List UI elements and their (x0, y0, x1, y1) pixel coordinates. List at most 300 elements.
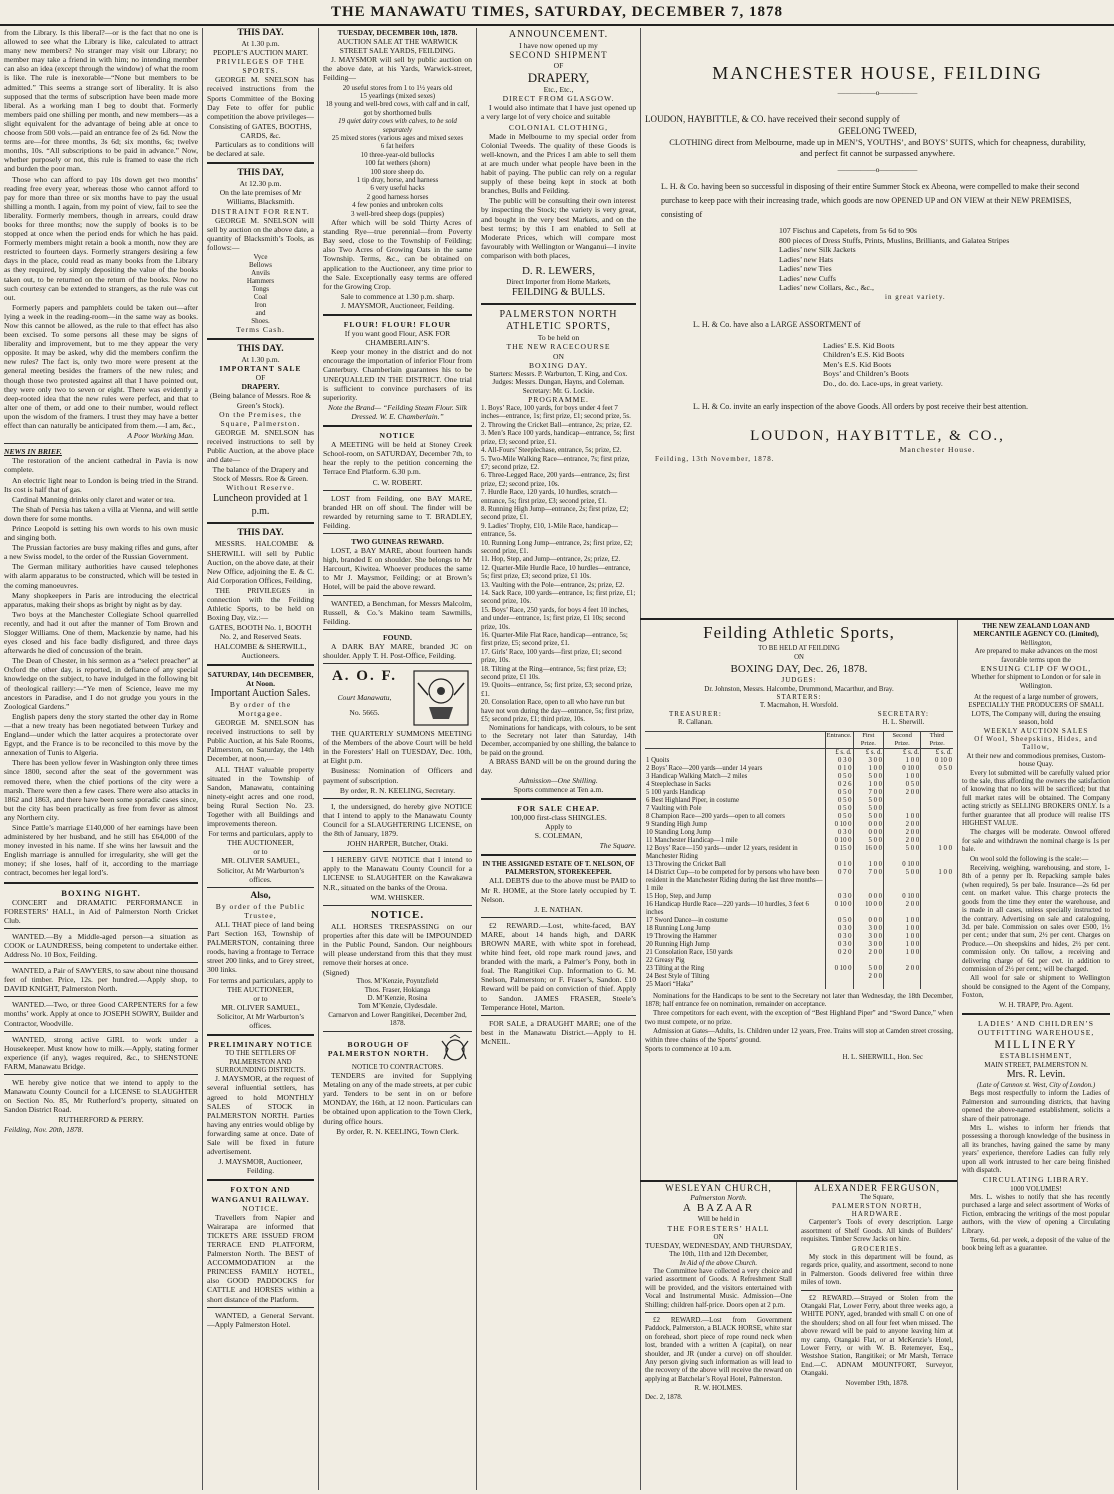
ad-signature: R. W. HOLMES. (694, 1384, 743, 1393)
ad-sub: 1000 VOLUMES! (1010, 1184, 1062, 1193)
table-cell (825, 973, 853, 981)
news-item: Many shopkeepers in Paris are introducing the electrical apparatus, making their shops as bright by night as by day. (4, 590, 198, 609)
ad-sub: TO THE SETTLERS OF PALMERSTON AND SURROUNDING DISTRICTS. (215, 1049, 306, 1074)
ad-heading: THIS DAY. (237, 528, 284, 539)
programme-item: 4. All-Fours’ Steeplechase, entrance, 5s; prize, £2. (481, 446, 622, 455)
news-heading: NEWS IN BRIEF. (4, 447, 62, 457)
starters-heading: STARTERS: (776, 693, 822, 701)
stock-item: 2 good harness horses (366, 192, 429, 201)
ad-signature: J. E. NATHAN. (534, 904, 583, 914)
ad-signature: W. H. TRAPP, Pro. Agent. (998, 1000, 1074, 1009)
table-cell: 7 Vaulting with Pole (646, 804, 702, 812)
table-cell: 20 Running High Jump (646, 940, 710, 948)
table-cell: 5 0 0 (884, 845, 921, 861)
ad-heading: FOXTON AND WANGANUI RAILWAY. (211, 1185, 310, 1204)
programme-item: 9. Ladies’ Trophy, £10, 1-Mile Race, handicap—entrance, 5s. (481, 521, 619, 539)
ad-text: Whether for shipment to London or for sale in Wellington. (971, 673, 1101, 690)
stock-item: 20 useful stores from 1 to 1½ years old (342, 83, 453, 92)
ad-text: The public will be consulting their own interest by inspecting the Stock; the variety is very great, and bought in the very best Markets, and on the best terms; by this I am enabled to Sell at Moderate Prices, which will compare most favourably with Wellington or Wanganui—I invite comparison with both places, (481, 196, 636, 260)
table-row (645, 845, 953, 861)
feilding-sports-ad (641, 622, 957, 1062)
ad-title: HARDWARE. (851, 1209, 903, 1218)
table-cell: 0 5 0 (825, 917, 853, 925)
programme-item: 16. Quarter-Mile Flat Race, handicap—entrance, 5s; first prize, £5; second prize, £1. (481, 631, 628, 648)
ad-sub: Of Wool, Sheepskins, Hides, and Tallow, (974, 734, 1098, 752)
ad-title: MILLINERY (994, 1037, 1078, 1052)
table-cell: 2 0 0 (884, 901, 921, 917)
judges: Dr. Johnston, Messrs. Halcombe, Drummond, Macarthur, and Bray. (704, 684, 894, 693)
table-cell (921, 965, 953, 973)
table-cell: 1 0 0 (884, 949, 921, 957)
ad-place: PEOPLE’S AUCTION MART. (213, 48, 308, 58)
table-row (645, 789, 953, 797)
programme-item: 5. Two-Mile Walking Race—entrance, 7s; first prize, £7; second prize, £2. (481, 454, 630, 471)
signatory: Thos. M’Kenzie, Poyntzfield (356, 977, 439, 986)
ad-text: LOUDON, HAYBITTLE, & CO. have received their second supply of (645, 114, 900, 125)
table-cell (921, 821, 953, 829)
ad-text: Etc., Etc., (543, 85, 574, 95)
ad-title: CIRCULATING LIBRARY. (982, 1175, 1090, 1185)
programme-item: 12. Quarter-Mile Hurdle Race, 10 hurdles—entrance, 5s; first prize, £3; second prize, £1 10s. (481, 563, 631, 581)
table-cell (921, 925, 953, 933)
ad-place: On the late premises of Mr Williams, Blacksmith. (219, 188, 302, 207)
ad-heading: FOUND. (383, 632, 412, 642)
ad-of: OF (255, 373, 266, 383)
ad-text: GEORGE M. SNELSON has received instructions to sell by Public Auction, at the above place and date— (207, 427, 314, 465)
table-cell: 9 Standing High Jump (646, 820, 707, 828)
table-cell: 1 0 0 (921, 845, 953, 861)
masthead: THE MANAWATU TIMES, SATURDAY, DECEMBER 7, 1878 (0, 0, 1114, 26)
table-cell: 5 0 0 (853, 813, 883, 821)
signatory: Tom M’Kenzie, Clydesdale. (357, 1002, 438, 1011)
license-notice: WE hereby give notice that we intend to apply to the Manawatu County Council for a LICENSE to SLAUGHTER on Section No. 85, Mr Rutherford’s property, situated on Sandon District Road. (4, 1078, 198, 1115)
ad-secretary: Secretary: Mr. G. Lockie. (522, 386, 595, 395)
ad-body: ALL THAT valuable property situated in the Township of Sandon, Manawatu, containing ninety-eight acres and one rood, being Rural Section No. 23. Together with all Buildings and improvements thereon. (207, 764, 314, 829)
table-cell (921, 933, 953, 941)
tool-item: and (255, 308, 266, 317)
table-cell: 4 Steeplechase in Sacks (646, 780, 711, 788)
ad-heading: ALEXANDER FERGUSON, (813, 1183, 940, 1193)
table-row (645, 957, 953, 965)
table-cell: 0 10 0 (921, 757, 953, 765)
table-cell: 2 0 0 (884, 821, 921, 829)
tools-list (207, 253, 314, 325)
news-item: The Dean of Chester, in his sermon as a “select preacher” at Oxford the other day, is reported, in defiance of any special knowledge on the subject, to have indulged in the following bit of theological raillery:—“Ye men of Science, leave me my ancestors in Paradise, and I do not grudge you yours in the Zoological Gardens.” (4, 656, 198, 711)
ad-title: DIRECT FROM GLASGOW. (502, 94, 615, 104)
ad-place: The Square, (860, 1193, 894, 1202)
boxing-heading: BOXING NIGHT. (61, 887, 141, 898)
letter-paragraph: Those who can afford to pay 10s down get two months’ reading free every year, whereas those who cannot afford to pay for more than three or six months have to pay the usual shilling a month. I again, from my point of view, fail to see the liberality. Formerly members, though in arrears, could draw books for three months; now the supply of books is to be stopped at once when the period ends for which he has paid. Formerly members might retain a book a month, now they are restricted to fourteen days. Formerly strangers desiring a few days in the place, could read as many books from the Library as they required, by simply depositing the value of the books taken out, to be returned on the return of the books. Now no such courtesy can be extended to strangers, as the rule was cut out. (4, 174, 198, 302)
boots-item: Boys’ and Children’s Boots (823, 369, 909, 379)
table-cell: 0 3 0 (825, 925, 853, 933)
manchester-house-ad (641, 28, 1114, 648)
ad-place: MAIN STREET, PALMERSTON N. (984, 1060, 1088, 1069)
ad-sub: DRAPERY. (241, 382, 280, 392)
table-row (645, 917, 953, 925)
table-cell: 0 3 0 (825, 893, 853, 901)
table-cell: 2 Boys’ Race—200 yards—under 14 years (646, 764, 763, 772)
ad-date: Carnarvon and Lower Rangitikei, December 2nd, 1878. (328, 1010, 467, 1028)
notice-signature: RUTHERFORD & PERRY. (58, 1115, 144, 1125)
programme-item: 1. Boys’ Race, 100 yards, for boys under 4 feet 7 inches—entrance, 1s; first prize, £1; second prize, 5s. (481, 404, 631, 421)
table-row (645, 781, 953, 789)
table-cell: 1 Quoits (646, 756, 670, 764)
column-letters-news (0, 28, 202, 1490)
ad-text: LOST, a BAY MARE, about fourteen hands high, branded E on shoulder. She belongs to Mr Harcourt, Kiwitea. Whoever produces the same to Mr J. Maysmor, Feilding; or at Brown’s Hotel, will be paid the above reward. (323, 546, 472, 592)
ad-signature: By order, R. N. KEELING, Secretary. (339, 785, 456, 795)
ad-heading: LADIES’ AND CHILDREN’S OUTFITTING WAREHOUSE, (977, 1018, 1095, 1038)
ad-foot: Particulars as to conditions will be declared at sale. (207, 140, 314, 159)
tool-item: Anvils (251, 268, 270, 277)
stock-item: 19 quiet dairy cows with calves, to be sold separately (338, 117, 457, 134)
ad-title: SECOND SHIPMENT (509, 50, 608, 61)
ad-text: GEORGE M. SNELSON will sell by auction on the above date, a quantity of Blacksmith’s Tools, as follows:— (207, 215, 314, 252)
ad-text: TENDERS are invited for Supplying Metaling on any of the made streets, at per cubic yard. Tenders to be sent in on or before MONDAY, the 16th, at 12 noon. Particulars can be obtained upon application to the Town Clerk, during office hours. (323, 1071, 472, 1126)
table-header: First Prize. (853, 731, 883, 748)
ad-text: Travellers from Napier and Wairarapa are informed that TICKETS ARE ISSUED FROM TERRACE END PLATFORM, Palmerston North. The BEST of ACCOMMODATION at the PRINCESS FAMILY HOTEL, also GOOD PADDOCKS for CATTLE and HORSES within a short distance of the Platform. (207, 1212, 314, 1304)
table-cell (825, 981, 853, 989)
ad-signature: By order, R. N. KEELING, Town Clerk. (336, 1126, 459, 1136)
table-cell (921, 901, 953, 917)
table-cell (884, 797, 921, 805)
table-cell: 11 Manchester Handicap—1 mile (646, 836, 738, 844)
table-cell: 0 1 0 (825, 765, 853, 773)
ad-text: To be held on (537, 333, 580, 343)
wanted-ad: WANTED, a Pair of SAWYERS, to saw about nine thousand feet of timber. Price, 12s. per hundred.—Apply shop, to DAVID KNIGHT, Palmerston North. (4, 966, 198, 994)
ad-title: NOTICE. (242, 1203, 279, 1213)
news-item: English papers deny the story started the other day in Rome—that a new treaty has been negotiated between Turkey and England—under which the latter acquires a protectorate over Egypt, and the France is to be reconciled to this move by the annexation of Tunis to Algeria. (4, 711, 198, 758)
table-row (645, 861, 953, 869)
ad-signature: H. L. SHERWILL, Hon. Sec (842, 1053, 923, 1062)
aof-number: No. 5665. (349, 708, 380, 718)
table-row (645, 973, 953, 981)
table-cell: 15 Hop, Step, and Jump (646, 892, 712, 900)
table-cell: 0 10 0 (884, 765, 921, 773)
table-cell: 5 0 0 (853, 805, 883, 813)
table-cell: £ s. d. (853, 748, 883, 757)
ad-text: Every lot submitted will be carefully valued prior to the sale, thus affording the owners the satisfaction of knowing that no lots will be sacrificed; but that full market rates will be obtained. The Company acting strictly as SELLING BROKERS ONLY. Is a further guarantee that all produce will realise ITS HIGHEST VALUE. (962, 768, 1110, 828)
ad-signature: J. MAYSMOR, Auctioneer, Feilding. (218, 1157, 303, 1176)
ad-time: At 1.30 p.m. (241, 39, 280, 48)
ad-items: GATES, BOOTH No. 1, BOOTH No. 2, and Reserved Seats. (209, 623, 312, 642)
ad-text: On wool sold the following is the scale:— (970, 854, 1089, 863)
table-cell: 0 0 0 (853, 821, 883, 829)
table-cell: 24 Best Style of Tilting (646, 972, 710, 980)
ad-time: Sale to commence at 1.30 p.m. sharp. (340, 291, 455, 301)
table-cell: £ s. d. (921, 748, 953, 757)
reward-ad: £2 REWARD.—Lost from Government Paddock, Palmerston, a BLACK HORSE, white star on forehead, short piece of rope round neck when lost, branded with a written A (capital), on near shoulder, and JR (under a curve) on off shoulder. Any person giving such information as will lead to the recovery of the above will receive the reward on applying at Batchelar’s Royal Hotel, Palmerston. (645, 1316, 792, 1383)
table-cell: 5 0 0 (884, 869, 921, 893)
ad-programme: PROGRAMME. (528, 394, 589, 404)
lost-ad: LOST from Feilding, one BAY MARE, branded HR on off shoul. The finder will be rewarded by returning same to T. BRADLEY, Feilding. (323, 493, 472, 530)
ad-text: L. H. & Co. having been so successful in disposing of their entire Summer Stock ex Abeona, were compelled to make their second purchase to keep pace with their increasing trade, which goods are now OPENED UP and ON VIEW at their NEW PREMISES, consisting of (661, 182, 1080, 220)
secretary-heading: SECRETARY: (877, 709, 929, 718)
ad-title: DISTRAINT FOR RENT. (211, 206, 310, 216)
goods-item: Ladies’ new Ties (779, 264, 832, 274)
ad-signature: C. W. ROBERT. (372, 477, 423, 487)
ad-text: J. MAYSMOR will sell by public auction on the above date, at his Yards, Warwick-street, Feilding— (323, 55, 472, 83)
treasurer: R. Callanan. (677, 718, 713, 727)
table-cell: 0 10 0 (825, 901, 853, 917)
stock-item: 15 yearlings (mixed sexes) (359, 91, 436, 100)
ad-note: (Late of Cannon st. West, City of London.) (976, 1080, 1096, 1089)
foresters-emblem-icon (410, 667, 472, 729)
ad-text: Carpenter’s Tools of every description. Large assortment of Shelf Goods. All kinds of Builders’ requisites. Timber Screw Jacks on hire. (801, 1218, 953, 1244)
ad-terms: For terms and particulars, apply to THE AUCTIONEER, (208, 829, 313, 848)
news-item: An electric light near to London is being tried in the Strand. Its cost is half that of gas. (4, 475, 198, 494)
ad-text: After which will be sold Thirty Acres of standing Rye—true perennial—from Poverty Bay seed, close to the Township of Feilding; also Two Acres of Growing Oats in the same Township. Terms, &c., can be obtained on application to the Auctioneer, any time prior to the Sale. Exceptionally easy terms are offered for the Growing Crop. (323, 218, 472, 291)
stock-item: 100 fat wethers (shorn) (364, 159, 431, 168)
ad-signature: D. R. LEWERS, (521, 264, 596, 277)
news-item: Two boys at the Manchester Collegiate School quarrelled recently, and had it out after the manner of Tom Brown and Slogger Williams. One of them, Mackenzie by name, had his eyes closed and his face badly disfigured, and three days afterwards he died of concussion of the brain. (4, 609, 198, 656)
table-row (645, 893, 953, 901)
ad-text: A DARK BAY MARE, branded JC on shoulder. Apply T. H. Post-Office, Feilding. (323, 641, 472, 660)
tool-item: Hammers (246, 276, 275, 285)
ad-title: ENSUING CLIP OF WOOL, (980, 664, 1092, 674)
table-row (645, 821, 953, 829)
ad-heading: SATURDAY, 14th DECEMBER, At Noon. (207, 669, 314, 688)
wanted-ad: WANTED.—By a Middle-aged person—a situation as COOK or LAUNDRESS, being competent to undertake either. Address No. 10 Box, Feilding. (4, 931, 198, 959)
ad-note: (Being balance of Messrs. Roe & Green’s Stock). (209, 391, 312, 410)
goods-item: Ladies’ new Cuffs (779, 273, 836, 283)
ad-text: in great variety. (885, 292, 946, 301)
table-cell (921, 981, 953, 989)
table-cell (884, 973, 921, 981)
table-row (645, 813, 953, 821)
column-loan-millinery (958, 622, 1114, 1490)
table-cell: 0 7 0 (825, 869, 853, 893)
ad-heading: NOTICE. (370, 908, 425, 921)
ad-note: In Aid of the above Church. (679, 1258, 758, 1267)
ad-signature: LOUDON, HAYBITTLE, & CO., (750, 428, 1005, 445)
ad-list: The balance of the Drapery and Stock of Messrs. Roe & Green. (212, 465, 309, 484)
goods-item: Ladies’ new Silk Jackets (779, 245, 856, 255)
table-cell (853, 981, 883, 989)
table-cell (921, 837, 953, 845)
borough-block (323, 1035, 472, 1063)
table-cell: 2 0 0 (853, 949, 883, 957)
signatory: D. M’Kenzie, Rosina (367, 994, 428, 1003)
table-cell: 0 5 0 (825, 805, 853, 813)
ad-text: Will be held in (697, 1215, 740, 1224)
ad-date: November 19th, 1878. (845, 1378, 909, 1387)
programme-item: 19. Quoits—entrance, 5s; first prize, £3; second prize, £1. (481, 681, 633, 698)
table-cell: 12 Boys’ Race—150 yards—under 12 years, resident in Manchester Riding (646, 844, 798, 860)
stock-item: 25 mixed stores (various ages and mixed sexes (331, 134, 464, 142)
ad-text: L. H. & Co. have also a LARGE ASSORTMENT of (693, 319, 861, 329)
column-auctions (203, 28, 318, 1490)
news-item: The Shah of Persia has taken a villa at Vienna, and will settle down there for some months. (4, 504, 198, 523)
ad-text: A MEETING will be held at Stoney Creek School-room, on SATURDAY, December 7th, to hear the reply to the petition concerning the Terrace End Platform. 6.30 p.m. (323, 440, 472, 477)
events-table-body (645, 748, 953, 989)
reward-ad: £2 REWARD.—Lost, white-faced, BAY MARE, about 14 hands high, and DARK BROWN MARE, with white spot in forehead, white hind feet, old rope mark round jaws, and branded with the mark, a Palmer’s Pony, both in foal. The Rangitikei Cup. Information to G. M. Snelson, Palmerston; or F. Fraser’s, Sandon. £10 Reward will be paid on conviction of thief. Apply to Sandon. JAMES FRASER, Steele’s Temperance Hotel, Marton. (481, 920, 636, 1012)
programme-item: 17. Girls’ Race, 100 yards—first prize, £1; second prize, 10s. (481, 647, 622, 665)
ad-text: MESSRS. HALCOMBE & SHERWILL will sell by Public Auction, on the above date, at their New Office, adjoining the E. & C. Aid Corporation Offices, Feilding, (207, 539, 314, 585)
stock-item: 1 tip dray, horse, and harness (356, 176, 439, 185)
table-cell: 3 0 0 (853, 925, 883, 933)
table-cell: 14 District Cup—to be competed for by persons who have been resident in the Manchester Riding during the last three months—1 mile (646, 868, 823, 892)
ad-text: I have now opened up my (519, 41, 598, 50)
ad-heading: BOROUGH OF PALMERSTON NORTH. (327, 1039, 430, 1058)
ad-time: At 12.30 p.m. (239, 179, 282, 189)
goods-item: Ladies’ new Hats (779, 254, 833, 264)
table-cell (921, 789, 953, 797)
goods-item: Ladies’ new Collars, &c., &c., (779, 283, 874, 293)
stock-item: 10 three-year-old bullocks (360, 150, 435, 159)
programme-item: 13. Vaulting with the Pole—entrance, 2s; prize, £2. (481, 580, 625, 589)
ad-time: At 1.30 p.m. (241, 355, 280, 365)
table-cell: 0 10 0 (825, 821, 853, 829)
table-cell (921, 829, 953, 837)
table-cell: 13 Throwing the Cricket Ball (646, 860, 726, 868)
tool-item: Vyce (253, 252, 268, 261)
ad-text: GEORGE M. SNELSON has received instructions to sell by Public Auction, at his Sale Rooms, Palmerston, on Saturday, the 14th December, at noon,— (207, 718, 314, 764)
table-cell: 2 0 0 (884, 789, 921, 797)
ad-text: Three competitors for each event, with the exception of “Best Highland Piper” and “Sword Dance,” when two must compete, or no prize. (645, 1009, 953, 1026)
ad-list: THE PRIVILEGES in connection with the Feilding Athletic Sports, to be held on Boxing Day, viz.:— (207, 585, 314, 623)
table-cell: 5 0 0 (853, 797, 883, 805)
ad-heading: WESLEYAN CHURCH, (665, 1183, 772, 1193)
ad-text: The charges will be moderate. Onwool offered for sale and withdrawn the nominal charge is 1s per bale. (962, 828, 1110, 854)
table-cell: 1 0 0 (884, 917, 921, 925)
table-cell: 3 0 0 (853, 757, 883, 765)
treasurer-heading: TREASURER: (669, 709, 722, 718)
table-cell: £ s. d. (884, 748, 921, 757)
tool-item: Bellows (249, 260, 272, 269)
boots-item: Children’s E.S. Kid Boots (823, 350, 905, 360)
ad-heading: TWO GUINEAS REWARD. (351, 536, 444, 546)
ad-title: A BAZAAR (682, 1202, 755, 1215)
ad-signature: Mrs. R. Levin. (1006, 1068, 1066, 1080)
ad-title: GROCERIES. (851, 1244, 903, 1253)
ad-terms: For terms and particulars, apply to THE AUCTIONEER, (208, 975, 313, 994)
ad-text: GEORGE M. SNELSON has received instructions from the Sports Committee of the Boxing Day Fete to offer for public competition the above privileges— (207, 75, 314, 121)
programme-item: 2. Throwing the Cricket Ball—entrance, 2s; prize, £2. (481, 420, 632, 429)
ad-title: COLONIAL CLOTHING, (508, 122, 609, 132)
table-cell (825, 957, 853, 965)
ad-heading: IN THE ASSIGNED ESTATE OF T. NELSON, OF PALMERSTON, STOREKEEPER. (482, 859, 635, 876)
programme-item: 6. Three-Legged Race, 200 yards—entrance, 2s; first prize, £2; second prize, 10s. (481, 471, 630, 488)
programme-item: 7. Hurdle Race, 120 yards, 10 hurdles, scratch—entrance, 5s; first prize, £3; second prize, £1. (481, 488, 618, 505)
ad-title: AUCTION SALE AT THE WARWICK STREET SALE YARDS, FEILDING. (337, 37, 458, 56)
goods-item: 800 pieces of Dress Stuffs, Prints, Muslins, Brilliants, and Galatea Stripes (779, 235, 1010, 245)
table-row (645, 965, 953, 973)
table-row (645, 981, 953, 989)
ad-text: Terms, 6d. per week, a deposit of the value of the book being left as a guarantee. (962, 1235, 1110, 1253)
table-header: Second Prize. (884, 731, 921, 748)
table-cell: 6 Best Highland Piper, in costume (646, 796, 739, 804)
ad-lunch: Luncheon provided at 1 p.m. (212, 493, 309, 518)
divider-ornament: —————o————— (837, 88, 918, 97)
column-sales (319, 28, 476, 1490)
secretary: H. L. Sherwill. (882, 718, 925, 727)
table-cell: 16 0 0 (853, 845, 883, 861)
table-cell: 0 3 0 (825, 757, 853, 765)
ad-heading: FLOUR! FLOUR! FLOUR (343, 320, 452, 329)
ad-sub: ESTABLISHMENT, (999, 1052, 1073, 1061)
programme-item: 10. Running Long Jump—entrance, 2s; first prize, £2; second prize, £1. (481, 538, 633, 555)
boxing-text: CONCERT and DRAMATIC PERFORMANCE in FORESTERS’ HALL, in Aid of Palmerston North Cricket Club. (4, 897, 198, 925)
table-cell: 0 5 0 (884, 781, 921, 789)
ad-text: Receiving, weighing, warehousing, and store, 1-8th of a penny per lb. Repacking sample bales (when required), 5s per bale. Insurance—2s 6d per cent. on market value. This charge protects the goods from the time they enter the warehouse, and is made in all cases, unless specially instructed to the contrary. Advertising on sale and cataloguing, 3d. per bale. Commission on sales over £500, 1½ per cent.; under that sum, 2½ per cent. Charges on Produce.—On sheepskins and hides, 2½ per cent. commission only. On tallow, a receiving and delivering charge of 6d per cwt. in addition to commission of 2½ per cent.; will be charged. (962, 864, 1110, 973)
table-cell: 22 Greasy Pig (646, 956, 685, 964)
ad-text: CLOTHING direct from Melbourne, made up in MEN’S, YOUTHS’, and BOYS’ SUITS, which for cheapness, durability, and perfect fit cannot be surpassed anywhere. (669, 137, 1086, 159)
stock-item: 4 few ponies and unbroken colts (352, 201, 443, 210)
ad-place: On the Premises, the Square, Palmerston. (219, 409, 302, 428)
news-item: The German military authorities have caused telephones with alarm apparatus to be constructed, which will be tested in the coming manoeuvres. (4, 562, 198, 590)
ad-heading: THIS DAY, (237, 168, 284, 179)
table-cell: 0 0 0 (853, 893, 883, 901)
ad-sub: If you want good Flour, ASK FOR CHAMBERLAIN’S. (344, 329, 451, 348)
table-cell: 0 5 0 (825, 789, 853, 797)
ad-starters: Starters: Messrs. P. Warburton, T. King, and Cox. (489, 369, 628, 378)
ad-text: Nominations for handicaps, with colours, to be sent to the Secretary not later than Saturday, 14th December, accompanied by one shilling, the balance to be paid on the ground. (481, 723, 636, 757)
boots-item: Ladies’ E.S. Kid Boots (823, 340, 895, 350)
wanted-ad: WANTED, strong active GIRL to work under a Housekeeper. Must know how to milk.—Apply, stating former experience (if any), wages required, &c., to SHENSTONE FARM, Manawatu Bridge. (4, 1034, 198, 1071)
table-cell: 5 100 yards Handicap (646, 788, 706, 796)
table-cell: 19 Throwing the Hammer (646, 932, 717, 940)
ad-on: ON (553, 351, 564, 361)
table-cell: 7 0 0 (853, 789, 883, 797)
table-cell (921, 861, 953, 869)
ad-title: IMPORTANT SALE (219, 364, 302, 374)
ad-heading: TUESDAY, DECEMBER 10th, 1878. (337, 28, 458, 37)
column-drapery-sports (477, 28, 640, 1490)
table-row (645, 869, 953, 893)
table-cell (884, 957, 921, 965)
stock-item: 18 young and well-bred cows, with calf and in calf, got by shorthorned bulls (325, 100, 470, 117)
table-cell: 2 0 0 (884, 829, 921, 837)
ad-text: J. MAYSMOR, at the request of several influential settlers, has agreed to hold MONTHLY SALES of STOCK in PALMERSTON NORTH. Parties having any entries would oblige by forwarding same at once. Date of Sale will be fixed in future advertisement. (207, 1074, 314, 1157)
table-cell (645, 748, 825, 757)
table-cell: 0 5 0 (825, 773, 853, 781)
ad-dates: The 10th, 11th and 12th December, (669, 1250, 768, 1259)
ad-text: At their new and commodious premises, Custom-house Quay. (966, 751, 1106, 769)
starters: T. Macmahon, H. Worsfold. (759, 701, 839, 710)
table-cell: 5 0 0 (853, 773, 883, 781)
license-notice: I, the undersigned, do hereby give NOTICE that I intend to apply to the Manawatu County Council for a SLAUGHTERING LICENSE, on the 8th of January, 1879. (323, 801, 472, 839)
table-cell: 3 0 0 (853, 933, 883, 941)
ad-text: ALL DEBTS due to the above must be PAID to Mr R. HOME, at the Store lately occupied by T. Nelson. (481, 876, 636, 904)
ad-heading: Feilding Athletic Sports, (703, 623, 895, 642)
ad-text: Keep your money in the district and do not encourage the importation of inferior Flour from Canterbury. Chamberlain guarantees his to be UNEQUALLED IN THE DISTRICT. One trial is sufficient to convince purchasers of its superiority. (323, 347, 472, 402)
table-cell: 5 0 0 (853, 837, 883, 845)
letter-paragraph: Formerly papers and pamphlets could be taken out—after lying a week in the reading-room—in the same way as books. Now this cannot be allowed, as the rule to that effect has also been excised. To some persons all these may be signs of liberality and improvement, but to me they appear the very opposite. It may be asked, why did the members confirm the new rules? The fact is, only two more were present at the general meeting besides the framers of the new rules; and though those two protested against all that I have pointed out, they were only two to seven or eight. There was evidently a deep-rooted idea that the new rules were perfect, and that to alter one of them, or add one to their number, would reflect upon the wisdom of the framers. I trust they may have a better effect than can naturally be anticipated from them.—I am, &c., (4, 302, 198, 431)
ad-place: FEILDING & BULLS. (511, 287, 606, 299)
table-cell: 1 0 0 (853, 781, 883, 789)
table-header: Third Prize. (921, 731, 953, 748)
ad-heading: ANNOUNCEMENT. (508, 29, 609, 40)
ad-solicitor: MR. OLIVER SAMUEL, Solicitor, At Mr Warburton’s offices. (216, 1002, 305, 1030)
table-cell: 2 0 0 (884, 837, 921, 845)
events-table (645, 731, 953, 989)
signatory: Thos. Fraser, Hokianga (364, 985, 431, 994)
table-cell: 1 0 0 (921, 869, 953, 893)
table-row (645, 797, 953, 805)
ferguson-hardware-ad (797, 1184, 957, 1490)
ad-title: BOXING DAY. (528, 360, 589, 370)
ad-title: DRAPERY, (527, 70, 590, 86)
ad-text: The Committee have collected a very choice and varied assortment of Goods. A Refreshment Stall will be provided, and the visitors entertained with Vocal and Instrumental Music. Admission—One Shilling; children half-price. Doors open at 2 p.m. (645, 1267, 792, 1309)
wanted-ad: WANTED, a Benchman, for Messrs Malcolm, Russell, & Co.’s Makino team Sawmills, Feilding. (323, 598, 472, 626)
tool-item: Coal (253, 292, 268, 301)
ad-sub: By order of the Mortgagee. (229, 699, 292, 718)
table-cell: 1 0 0 (884, 773, 921, 781)
table-cell (921, 917, 953, 925)
table-cell (921, 781, 953, 789)
table-cell: 17 Sword Dance—in costume (646, 916, 728, 924)
royal-crest-icon (438, 1035, 472, 1063)
